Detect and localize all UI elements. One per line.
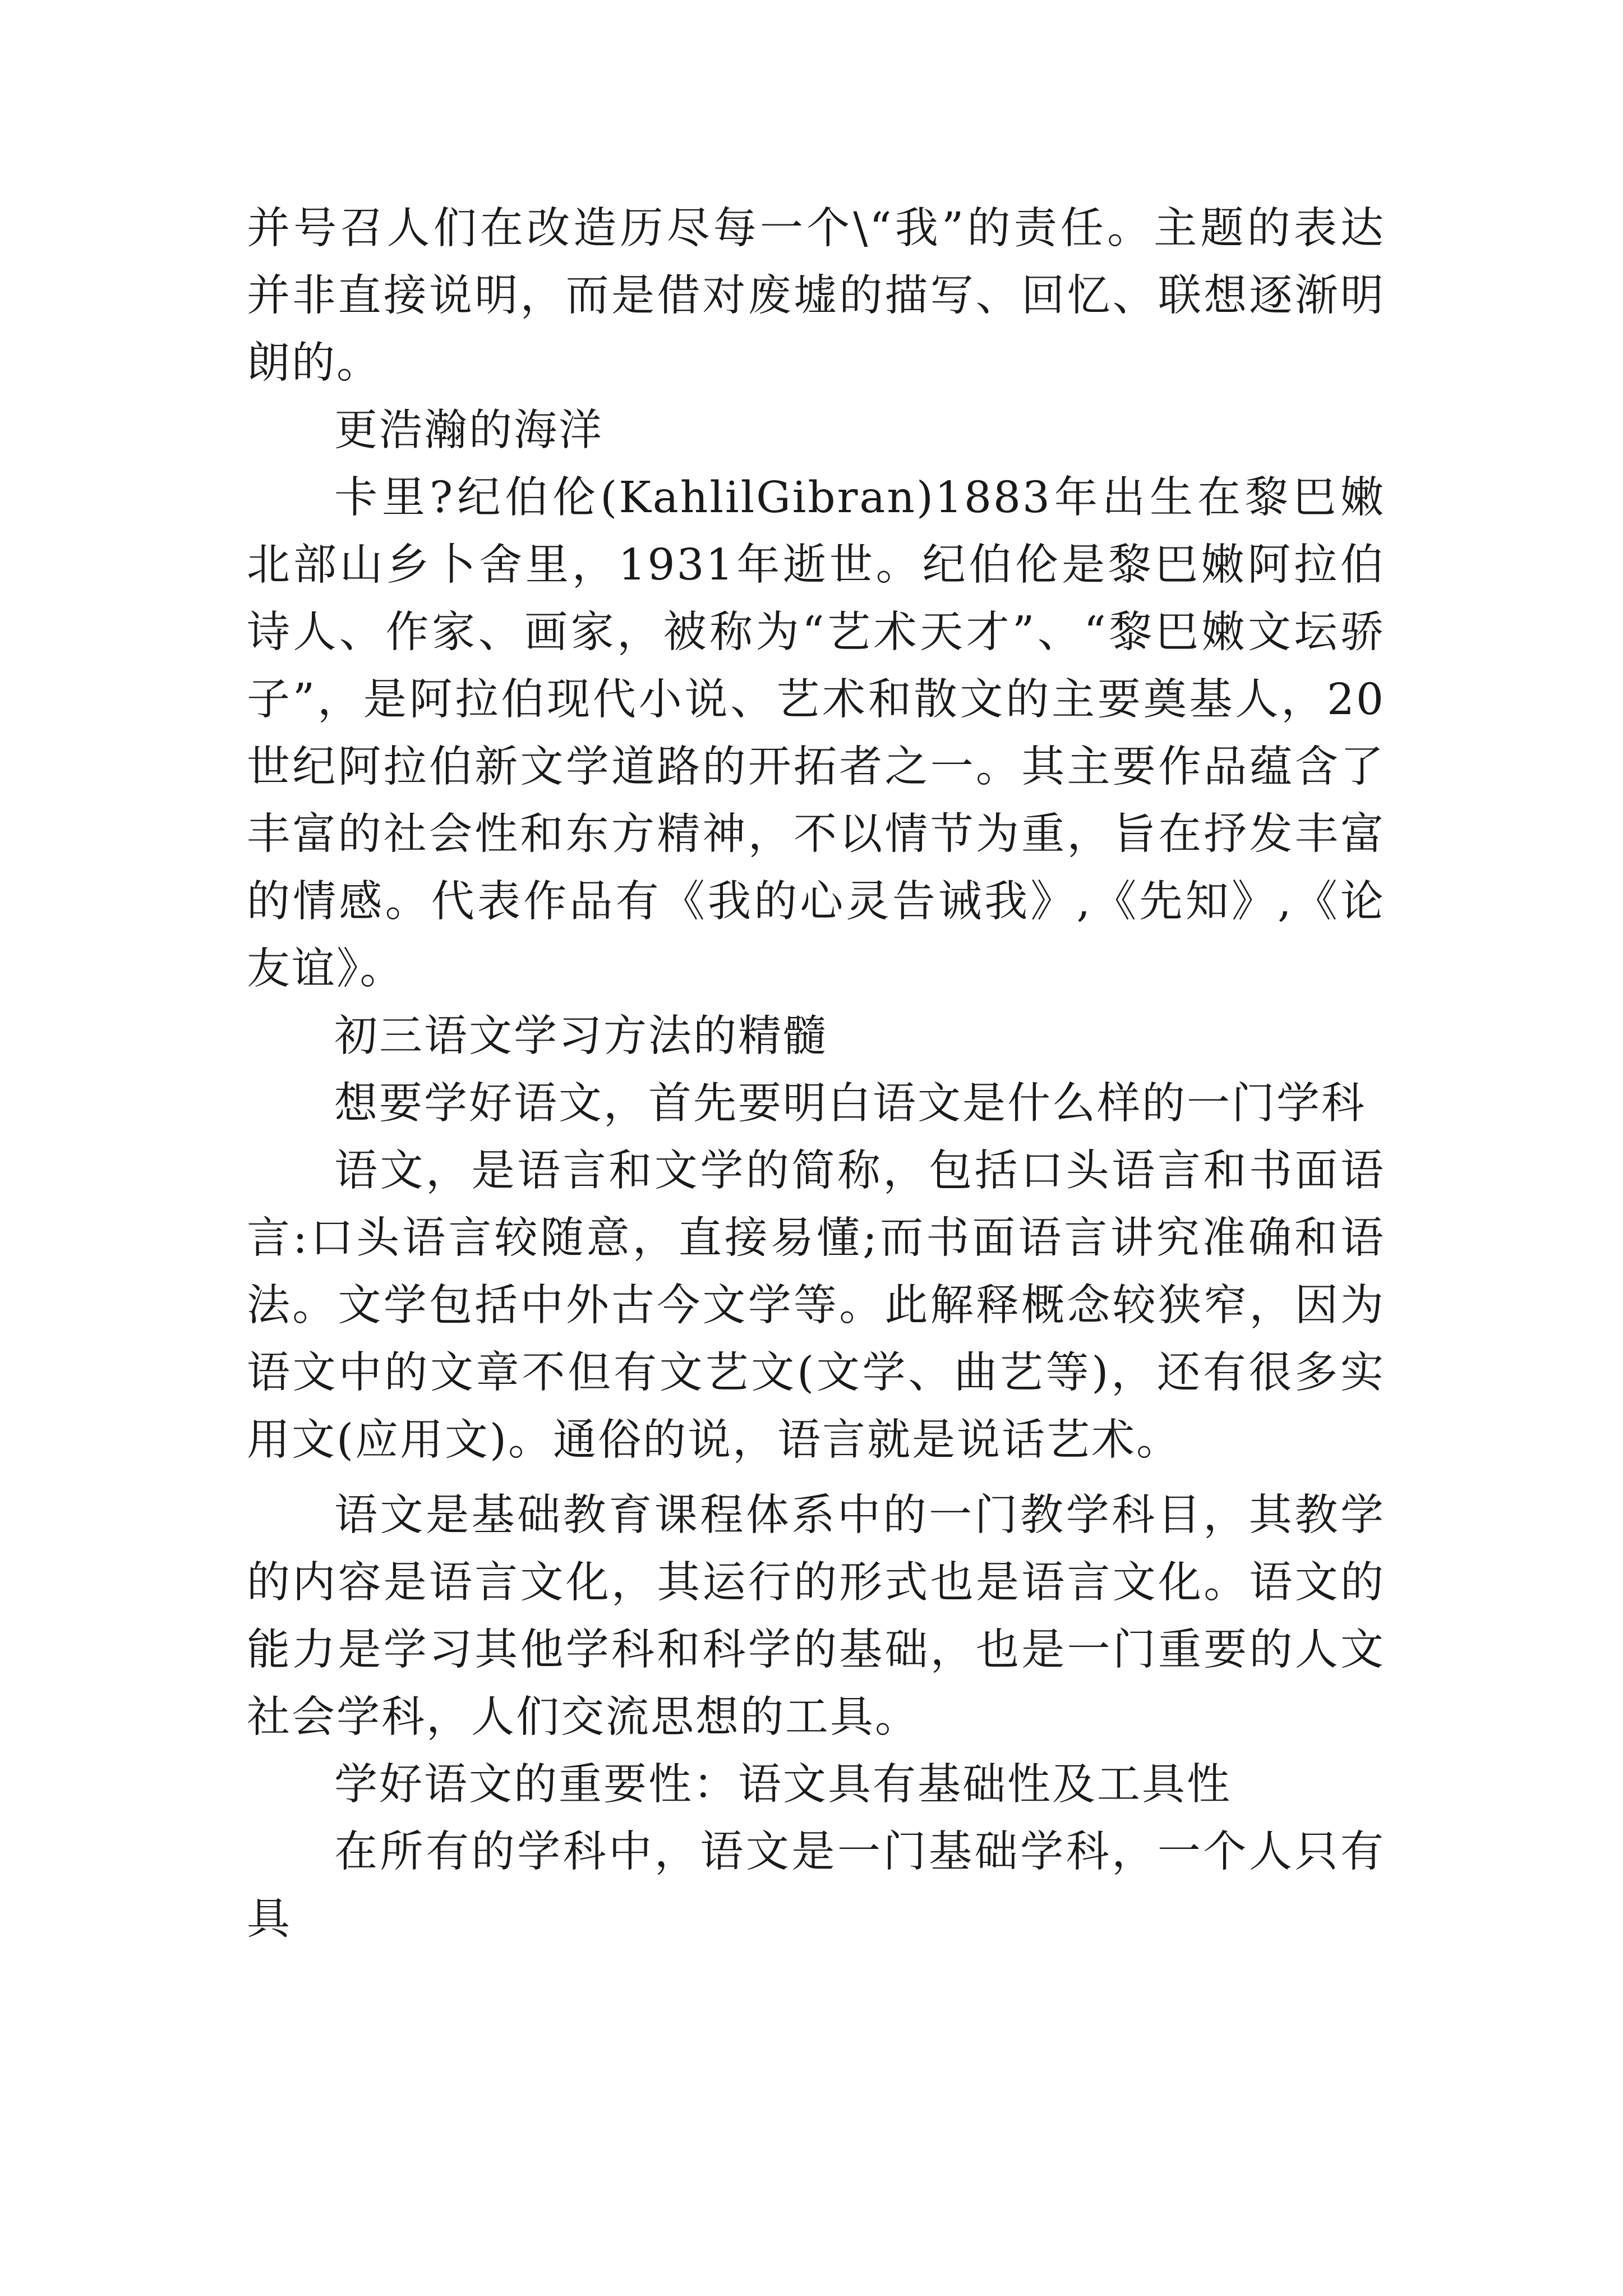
paragraph-definition: 语文，是语言和文学的简称，包括口头语言和书面语言:口头语言较随意，直接易懂;而书面语言讲究准确和语法。文学包括中外古今文学等。此解释概念较狭窄，因为语文中的文章不但有文艺文(文学、曲艺等)，还有很多实用文(应用文)。通俗的说，语言就是说话艺术。	[247, 1146, 1385, 1465]
paragraph-continuation: 并号召人们在改造历尽每一个\“我”的责任。主题的表达并非直接说明，而是借对废墟的描写、回忆、联想逐渐明朗的。	[247, 204, 1385, 388]
document-body	[247, 195, 1385, 1953]
section-heading-importance: 学好语文的重要性：语文具有基础性及工具性	[334, 1760, 1232, 1810]
paragraph-gibran-biography: 卡里?纪伯伦(KahlilGibran)1883年出生在黎巴嫩北部山乡卜舍里，1931年逝世。纪伯伦是黎巴嫩阿拉伯诗人、作家、画家，被称为“艺术天才”、“黎巴嫩文坛骄子”，是阿拉伯现代小说、艺术和散文的主要奠基人，20世纪阿拉伯新文学道路的开拓者之一。其主要作品蕴含了丰富的社会性和东方精神，不以情节为重，旨在抒发丰富的情感。代表作品有《我的心灵告诫我》,《先知》,《论友谊》。	[247, 473, 1385, 994]
paragraph-subject-role: 语文是基础教育课程体系中的一门教学科目，其教学的内容是语言文化，其运行的形式也是语言文化。语文的能力是学习其他学科和科学的基础，也是一门重要的人文社会学科，人们交流思想的工具。	[247, 1490, 1385, 1742]
paragraph-basic-subject: 在所有的学科中，语文是一门基础学科，一个人只有具	[247, 1827, 1385, 1944]
section-heading-ocean: 更浩瀚的海洋	[334, 406, 603, 455]
section-heading-study-methods: 初三语文学习方法的精髓	[334, 1011, 828, 1061]
paragraph-intro-question: 想要学好语文，首先要明白语文是什么样的一门学科	[334, 1079, 1366, 1129]
